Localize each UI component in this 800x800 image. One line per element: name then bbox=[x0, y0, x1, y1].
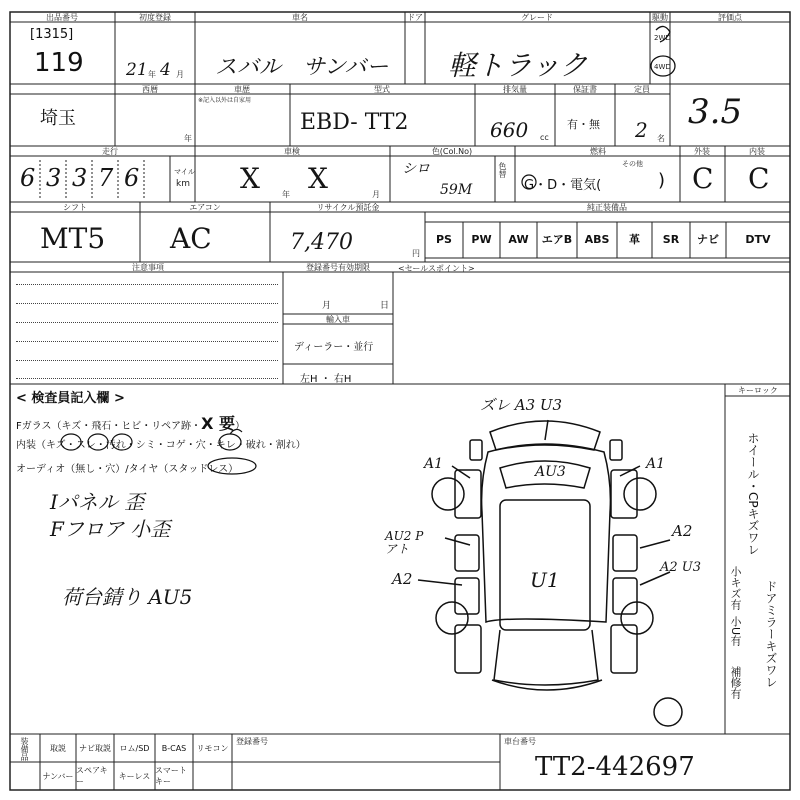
warranty-label: 保証書 bbox=[573, 85, 597, 94]
capacity: 2 bbox=[635, 118, 648, 142]
grade: 軽トラック bbox=[448, 49, 588, 82]
lot-number: 119 bbox=[34, 48, 84, 78]
equip-aw: AW bbox=[508, 232, 529, 246]
bottom-item-smart-key: スマートキー bbox=[155, 766, 187, 786]
mileage-digit-5: 6 bbox=[124, 164, 140, 192]
car-name: スバル サンバー bbox=[215, 55, 389, 80]
glass-close: ） bbox=[234, 421, 245, 432]
registration-title: 登録番号有効期限 bbox=[306, 263, 370, 272]
color-change-mark: 色替 bbox=[498, 162, 507, 178]
inspection-year: X bbox=[240, 162, 260, 195]
reg-month: 月 bbox=[322, 301, 332, 311]
model-code: EBD- TT2 bbox=[300, 110, 409, 135]
equip-ps: PS bbox=[436, 232, 452, 246]
equip-navi: ナビ bbox=[697, 233, 719, 246]
inspection-month-unit: 月 bbox=[372, 190, 380, 199]
side-note-mirror: ドアミラーキズワレ bbox=[764, 580, 778, 688]
equip-pw: PW bbox=[471, 232, 492, 246]
inspection-label: 車検 bbox=[284, 147, 300, 156]
inspector-note-3: 荷台錆り AU5 bbox=[62, 585, 193, 609]
equip-abs: ABS bbox=[584, 232, 610, 246]
side-note-small-dent: 小U有 bbox=[729, 616, 742, 647]
equip-leather: 革 bbox=[629, 233, 640, 246]
inspector-line-audio: オーディオ（無し・穴）/タイヤ（スタッドレス） bbox=[16, 464, 239, 475]
yen-unit: 円 bbox=[412, 249, 420, 258]
cc-unit: cc bbox=[540, 133, 549, 142]
displacement: 660 bbox=[490, 118, 529, 142]
inspector-line-interior: 内装（キズ・スレ・汚れ・シミ・コゲ・穴・キレ・破れ・割れ） bbox=[16, 440, 306, 451]
capacity-label: 定員 bbox=[634, 85, 650, 94]
color-code: 59M bbox=[440, 182, 473, 198]
fuel-close: ) bbox=[658, 170, 666, 191]
inspection-month: X bbox=[308, 162, 328, 195]
color-name: シロ bbox=[402, 161, 430, 177]
exterior-label: 外装 bbox=[694, 147, 710, 156]
steering-side: 左H ・ 右H bbox=[300, 374, 352, 385]
chassis-number: TT2-442697 bbox=[535, 752, 695, 782]
bottom-item-plate: ナンバー bbox=[42, 771, 74, 781]
exterior-grade: C bbox=[692, 162, 714, 195]
equipment-row-label: 装備品 bbox=[20, 737, 29, 761]
bottom-item-manual: 取説 bbox=[50, 743, 66, 753]
fuel-label: 燃料 bbox=[590, 147, 606, 156]
fuel-options: G・D・電気( bbox=[524, 178, 602, 193]
equip-dtv: DTV bbox=[745, 232, 771, 246]
glass-text: Fガラス（キズ・飛石・ヒビ・リペア跡・ bbox=[16, 421, 202, 432]
inspector-title: < 検査員記入欄 > bbox=[16, 391, 125, 406]
door-label: ドア bbox=[407, 13, 423, 22]
import-label: 輸入車 bbox=[326, 315, 350, 324]
chassis-label: 車台番号 bbox=[504, 737, 536, 746]
score: 3.5 bbox=[688, 92, 743, 132]
wareki-label: 西暦 bbox=[142, 85, 158, 94]
damage-top: ズレ A3 U3 bbox=[480, 396, 563, 414]
recycle-fee: 7,470 bbox=[290, 230, 353, 255]
interior-label: 内装 bbox=[749, 147, 765, 156]
shift: MT5 bbox=[40, 222, 106, 255]
capacity-unit: 名 bbox=[657, 134, 665, 143]
dealer-parallel: ディーラー・並行 bbox=[294, 342, 374, 353]
damage-hood: AU3 bbox=[535, 464, 566, 480]
color-label: 色(Col.No) bbox=[431, 147, 473, 156]
damage-right-front: A1 bbox=[646, 456, 666, 472]
grade-label: グレード bbox=[521, 13, 553, 22]
bottom-item-bcas: B-CAS bbox=[161, 743, 187, 753]
aircon-label: エアコン bbox=[189, 203, 221, 212]
mileage-digit-4: 7 bbox=[98, 164, 114, 192]
car-name-label: 車名 bbox=[292, 13, 308, 22]
bottom-item-rom: ロム/SD bbox=[119, 743, 150, 753]
side-note-repair: 補修有 bbox=[729, 666, 742, 699]
reg-day: 日 bbox=[380, 301, 390, 311]
inspector-note-2: Fフロア 小歪 bbox=[50, 517, 171, 541]
notes-label: 注意事項 bbox=[132, 263, 164, 272]
lot-code: [1315] bbox=[30, 27, 74, 42]
history-label: 車歴 bbox=[234, 85, 250, 94]
damage-bed: U1 bbox=[530, 568, 560, 592]
km-unit: km bbox=[176, 179, 190, 189]
keyless-label: キーロック bbox=[738, 386, 778, 395]
bottom-item-remote: リモコン bbox=[196, 743, 229, 753]
mile-unit: マイル bbox=[174, 168, 195, 176]
region: 埼玉 bbox=[40, 108, 76, 129]
drive-label: 駆動 bbox=[652, 13, 668, 22]
displacement-label: 排気量 bbox=[503, 85, 527, 94]
inspector-note-1: Iパネル 歪 bbox=[50, 490, 145, 514]
mileage-digit-2: 3 bbox=[46, 164, 62, 192]
damage-right-rear: A2 U3 bbox=[660, 560, 702, 575]
shift-label: シフト bbox=[63, 203, 87, 212]
year-mark: 年 bbox=[184, 134, 192, 143]
first-reg-year-unit: 年 bbox=[148, 70, 156, 79]
bottom-item-keyless: キーレス bbox=[118, 771, 151, 781]
drive-2wd: 2WD bbox=[654, 34, 671, 42]
model-label: 型式 bbox=[374, 85, 390, 94]
damage-left-front: A1 bbox=[424, 456, 444, 472]
damage-left-rear: A2 bbox=[392, 570, 413, 588]
equipment-label: 純正装備品 bbox=[587, 203, 627, 212]
drive-4wd: 4WD bbox=[654, 63, 671, 71]
recycle-label: リサイクル預託金 bbox=[316, 203, 380, 212]
interior-grade: C bbox=[748, 162, 770, 195]
first-registration-label: 初度登録 bbox=[139, 13, 171, 22]
first-reg-year: 21 bbox=[126, 60, 148, 80]
reg-number-label: 登録番号 bbox=[236, 737, 268, 746]
sales-point-label: <セールスポイント> bbox=[398, 264, 475, 273]
damage-right-mid: A2 bbox=[672, 522, 693, 540]
aircon: AC bbox=[170, 222, 212, 255]
warranty-options: 有・無 bbox=[567, 118, 600, 131]
history-note: ※記入以外は自家用 bbox=[198, 97, 252, 104]
first-reg-month: 4 bbox=[160, 60, 171, 80]
lot-number-label: 出品番号 bbox=[46, 13, 78, 22]
glass-mark: X 要 bbox=[201, 414, 235, 433]
score-label: 評価点 bbox=[718, 13, 742, 22]
fuel-other-label: その他 bbox=[622, 160, 643, 168]
mileage-digit-3: 3 bbox=[72, 164, 88, 192]
side-note-small-scratch: 小キズ有 bbox=[729, 566, 742, 610]
equip-airbag: エアB bbox=[541, 233, 573, 246]
damage-left-mid: AU2 Pアト bbox=[385, 529, 424, 556]
inspection-year-unit: 年 bbox=[282, 190, 290, 199]
mileage-label: 走行 bbox=[102, 147, 118, 156]
bottom-item-navi-manual: ナビ取説 bbox=[79, 743, 111, 753]
equip-sunroof: SR bbox=[662, 232, 680, 246]
mileage-digit-1: 6 bbox=[20, 164, 36, 192]
bottom-item-spare-key: スペアキー bbox=[76, 766, 108, 786]
first-reg-month-unit: 月 bbox=[176, 70, 184, 79]
side-note-wheel: ホイール・CPキズワレ bbox=[746, 432, 760, 556]
